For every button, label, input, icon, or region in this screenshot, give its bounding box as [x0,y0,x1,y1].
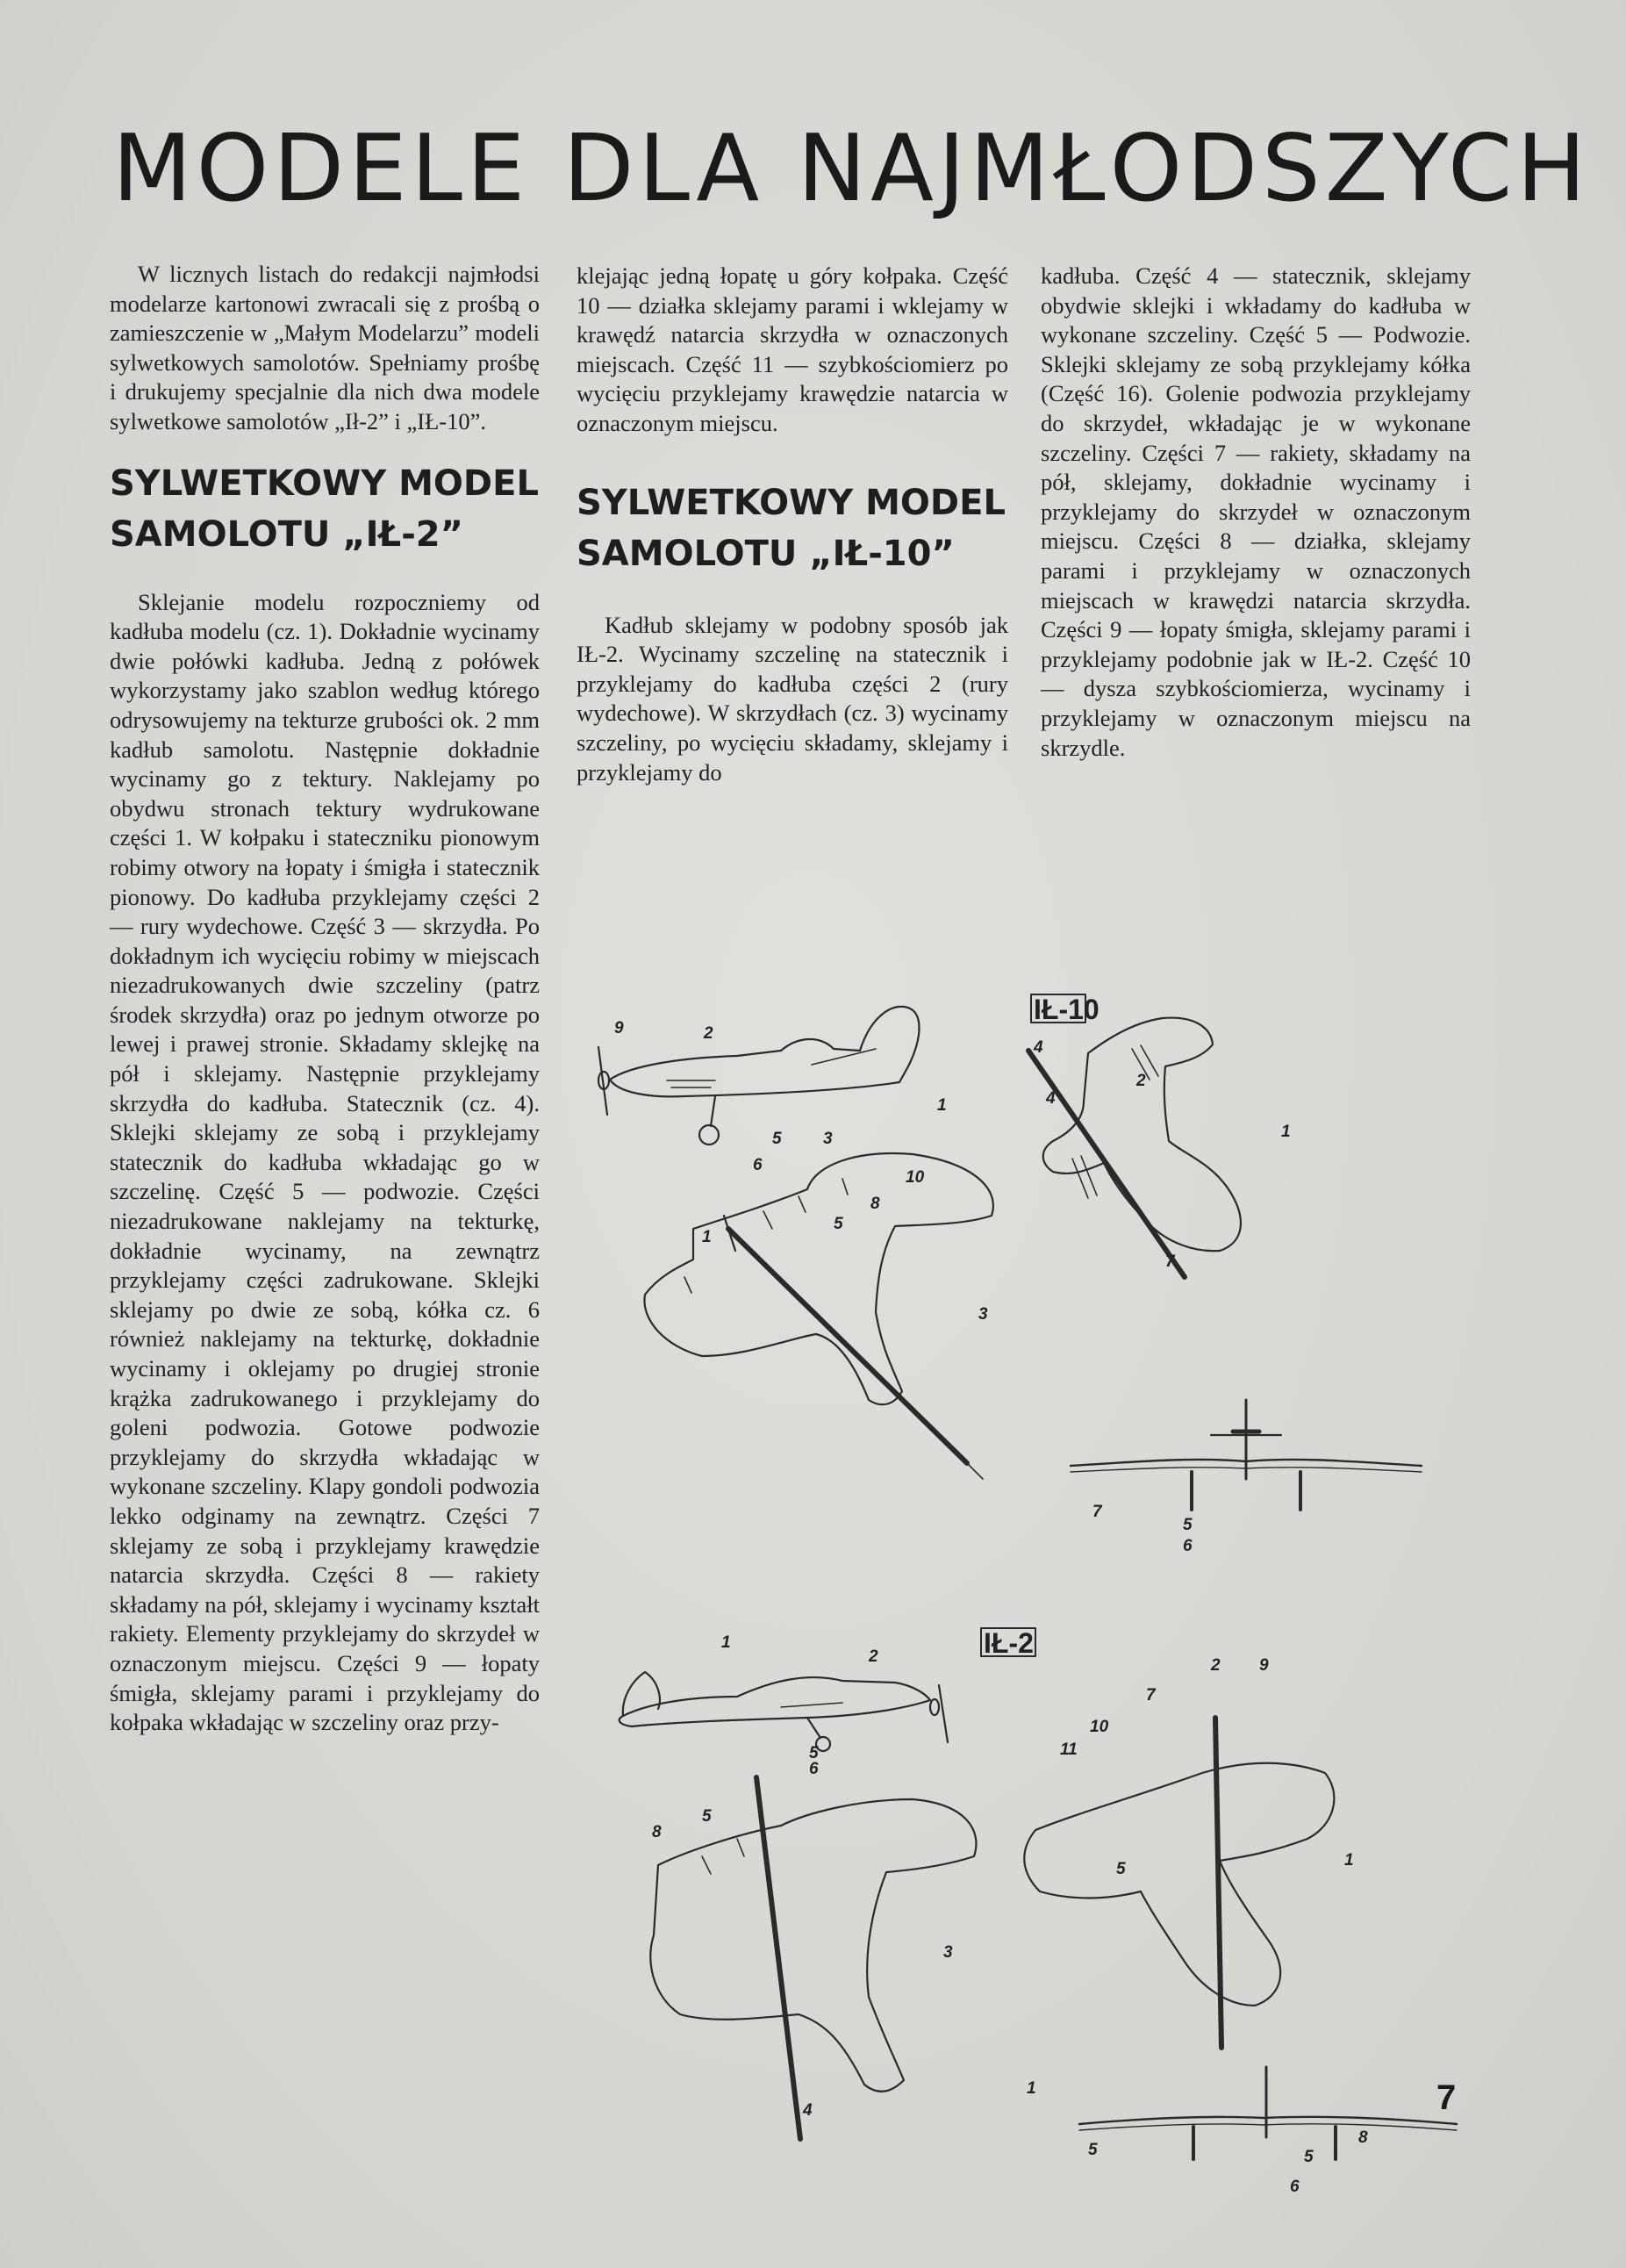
il10-heading: SYLWETKOWY MODEL SAMOLOTU „IŁ-10” [577,482,1006,574]
part-number: 9 [1259,1656,1269,1675]
il2-plan-view-2 [1024,1718,1334,2048]
part-number: 6 [1290,2178,1300,2196]
text-column-3 [1041,262,1471,763]
il10-instructions-continued: kadłuba. Część 4 — statecznik, sklejamy obydwie sklejki i wkładamy do kadłuba w wykonane szczeliny. Część 5 — Podwozie. Sklejki sklejamy ze sobą przyklejamy kółka (Część 16). Golenie podwozia przyklejamy do skrzydeł, wkładając je w wykonane szczeliny. Części 7 — rakiety, składamy na pół, sklejamy, dokładnie wycinamy i przyklejamy do skrzydeł w oznaczonym miejscu. Części 8 — działka, sklejamy parami i przyklejamy w oznaczonych miejscach w krawędzi natarcia skrzydła. Części 9 — łopaty śmigła, sklejamy parami i przyklejamy podobnie jak w IŁ-2. Część 10 — dysza szybkościomierza, wycinamy i przyklejamy w oznaczonym miejscu na skrzydle. [1041,262,1471,761]
part-number: 4 [1034,1038,1043,1057]
part-number: 7 [1146,1686,1156,1705]
assembly-drawing [579,987,1496,2203]
il2-side-view [620,1672,948,1751]
page-title: MODELE DLA NAJMŁODSZYCH [112,115,1591,222]
il10-type-label: IŁ-10 [1034,994,1100,1025]
part-number: 8 [870,1195,880,1213]
part-number: 5 [1088,2141,1098,2159]
part-number: 5 [772,1130,782,1148]
il10-instructions: Kadłub sklejamy w podobny sposób jak IŁ-2. Wycinamy szczelinę na statecznik i przyklejamy do kadłuba części 2 (rury wydechowe). W skrzydłach (cz. 3) wycinamy szczeliny, po wycięciu składamy, sklejamy i przyklejamy do [577,611,1008,786]
part-number: 4 [803,2101,813,2120]
part-number: 5 [1183,1516,1193,1534]
part-number: 8 [652,1823,662,1841]
part-number: 1 [937,1096,947,1115]
il10-plan-view [644,1153,992,1479]
part-number: 5 [1304,2148,1314,2166]
intro-paragraph: W licznych listach do redakcji najmłodsi modelarze kartonowi zwracali się z prośbą o zamieszczenie w „Małym Modelarzu” modeli sylwetkowych samolotów. Spełniamy prośbę i drukujemy specjalnie dla nich dwa modele sylwetkowe samolotów „Ił-2” i „IŁ-10”. [110,261,540,434]
part-number: 6 [1183,1537,1193,1555]
part-number: 6 [753,1156,763,1174]
il2-instructions: Sklejanie modelu rozpoczniemy od kadłuba modelu (cz. 1). Dokładnie wycinamy dwie połówki kadłuba. Jedną z połówek wykorzystamy jako szablon według którego odrysowujemy na tekturze grubości ok. 2 mm kadłub samolotu. Następnie dokładnie wycinamy go z tektury. Naklejamy po obydwu stronach tektury wydrukowane części 1. W kołpaku i stateczniku pionowym robimy otwory na łopaty i śmigła i statecznik pionowy. Do kadłuba przyklejamy części 2 — rury wydechowe. Część 3 — skrzydła. Po dokładnym ich wycięciu robimy w miejscach niezadrukowanych dwie szczeliny (patrz środek skrzydła) oraz po jednym otworze po lewej i prawej stronie. Składamy sklejkę na pół i sklejamy. Następnie przyklejamy skrzydła do kadłuba. Statecznik (cz. 4). Sklejki sklejamy ze sobą i przyklejamy statecznik do kadłuba wkładając go w szczelinę. Część 5 — podwozie. Części niezadrukowane naklejamy na tekturkę, dokładnie wycinamy, na zewnątrz przyklejamy części zadrukowane. Sklejki sklejamy po dwie ze sobą, kółka cz. 6 również naklejamy na tekturkę, dokładnie wycinamy i oklejamy po drugiej stronie krążka zadrukowanego i przyklejamy do goleni podwozia. Gotowe podwozie przyklejamy do skrzydła wkładając w wykonane szczeliny. Klapy gondoli podwozia lekko odginamy na zewnątrz. Części 7 sklejamy ze sobą i przyklejamy krawędzie natarcia skrzydła. Części 8 — rakiety składamy na pół, sklejamy i wycinamy kształt rakiety. Elementy przyklejamy do skrzydeł w oznaczonym miejscu. Części 9 — łopaty śmigła, sklejamy parami i przyklejamy do kołpaka wkładając w szczeliny oraz przy- [110,588,540,1736]
part-number: 1 [702,1228,712,1246]
part-number: 7 [1092,1503,1102,1521]
part-number: 1 [1344,1851,1354,1870]
text-column-1 [110,260,540,1738]
il2-front-view [1079,2067,1457,2159]
part-number: 8 [1358,2128,1368,2147]
il2-plan-view [650,1777,976,2139]
text-column-2 [577,262,1008,787]
part-number: 2 [1211,1656,1221,1675]
part-number: 6 [809,1760,819,1778]
part-number: 3 [978,1305,988,1324]
il2-instructions-continued: klejając jedną łopatę u góry kołpaka. Część 10 — działka sklejamy parami i wklejamy w krawędź natarcia skrzydła w oznaczonych miejscach. Część 11 — szybkościomierz po wycięciu przyklejamy krawędzie natarcia w oznaczonym miejscu. [577,262,1008,436]
part-number: 2 [1136,1072,1146,1090]
il2-type-label: IŁ-2 [984,1627,1034,1659]
part-number: 11 [1060,1740,1078,1759]
il10-plan-view-2 [1028,1018,1241,1277]
part-number: 10 [906,1168,925,1187]
il10-front-view [1071,1400,1422,1510]
part-number: 1 [1281,1123,1291,1141]
part-number: 4 [1046,1089,1056,1108]
part-number: 9 [614,1019,624,1037]
part-number: 5 [809,1744,819,1762]
part-number: 1 [721,1633,731,1652]
part-number: 10 [1090,1718,1109,1736]
part-number: 5 [834,1215,843,1233]
part-number: 2 [704,1024,713,1043]
page-number: 7 [1436,2078,1457,2117]
part-number: 3 [823,1130,833,1148]
part-number: 5 [702,1807,712,1826]
il10-side-view [598,1007,920,1145]
part-number: 1 [1027,2079,1036,2098]
part-number: 7 [1165,1252,1175,1271]
part-number: 2 [869,1647,878,1666]
part-number: 5 [1116,1860,1126,1878]
part-number: 3 [943,1943,953,1962]
il2-heading: SYLWETKOWY MODEL SAMOLOTU „IŁ-2” [110,463,539,555]
